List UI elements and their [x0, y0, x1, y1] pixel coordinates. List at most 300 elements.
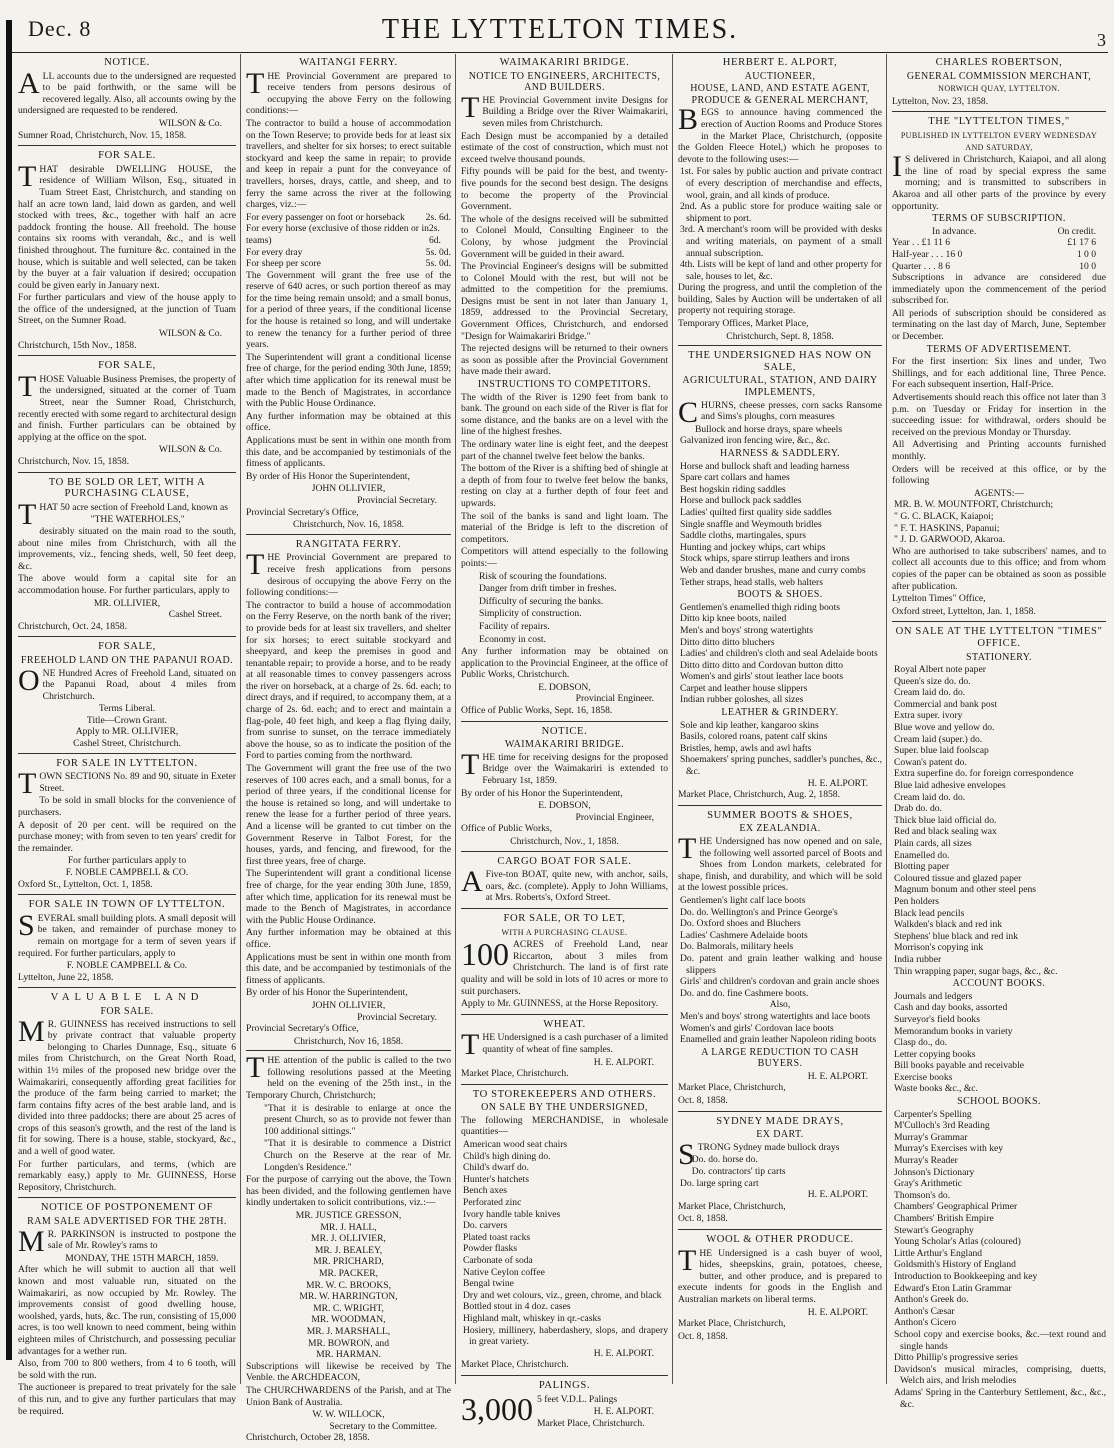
ad-body: Fifty pounds will be paid for the best, and twenty-five pounds for the second best design. The designs to become the property of the Provincial Government. [461, 166, 668, 213]
ad-body: THE attention of the public is called to the two following resolutions passed at the Meeting held on the evening of the 25th inst., in the Temporary Church, Christchurch; [246, 1051, 451, 1102]
list-item: Introduction to Bookkeeping and key [894, 1270, 1038, 1282]
list-item: Commercial and bank post [894, 698, 998, 710]
list-item: Journals and ledgers [894, 990, 973, 1002]
list-item: Gentlemen's light calf lace boots [680, 894, 806, 906]
ad-body: THAT desirable DWELLING HOUSE, the residence of William Wilson, Esq., situated in Tuam Street East, Christchurch, and standing on half an acre town land, laid down as garden, and well stocked with trees, &c., together with half an acre paddock fronting the house. All freehold. The house contains six rooms with verandah, &c., and is well finished throughout. The furniture &c. contained in the house, which is suitable and well selected, can be taken by the buyer at a fair valuation if desired; occupation could be given early in January next. [18, 159, 236, 291]
ad-body: The whole of the designs received will be submitted to Colonel Mould, Consulting Engineer to the Colony, by whose judgment the Provincial Government will be guided in their award. [461, 213, 668, 260]
ad-body: For the first insertion: Six lines and under, Two Shillings, and for each additional line, Three Pence. For each subsequent insertion, Half-Price. [892, 356, 1106, 391]
ad-body: All periods of subscription should be considered as terminating on the last day of March, June, September or December. [892, 307, 1106, 343]
terms-header-row [892, 226, 1106, 238]
list-item: Davidson's musical miracles, comprising, duetts, Welch airs, and Irish melodies [894, 1363, 1106, 1387]
list-item: Murray's Exercises with key [894, 1143, 1004, 1155]
ad-body: The soil of the banks is sand and light loam. The material of the Bridge is left to the discretion of competitors. [461, 510, 668, 545]
terms-row [892, 237, 1106, 249]
list-item: Child's high dining do. [463, 1150, 551, 1162]
ad-heading: RANGITATA FERRY. [295, 538, 402, 550]
terms-col-header: On credit. [1057, 225, 1096, 237]
list-item: Bengal twine [463, 1278, 514, 1290]
committee-name: MR. WOODMAN, [311, 1314, 386, 1326]
list-item: Little Arthur's England [894, 1247, 983, 1259]
ad-heading: HERBERT E. ALPORT, [722, 57, 838, 68]
ad-body: Each Design must be accompanied by a detailed estimate of the cost of construction, which must not exceed twelve thousand pounds. [461, 130, 668, 165]
ad-subheading: GENERAL COMMISSION MERCHANT, [906, 70, 1092, 82]
ad-signature: Lyttelton Times" Office, [892, 593, 986, 605]
list-item: Do. Balmorals, military heels [680, 941, 794, 953]
ad-body: THE Provincial Government are prepared to receive tenders from persons desirous of occupying the above Ferry on the following conditions:— [246, 66, 451, 117]
terms-cell: 10 0 [1079, 260, 1096, 272]
fee-row [246, 258, 451, 270]
committee-name: MR. C. WRIGHT, [313, 1302, 384, 1314]
ad-body: MR. GUINNESS has received instructions to sell by private contract that valuable property belonging to Charles Dunnage, Esq., situate 6 miles from Christchurch, on the Great North Road, within 1½ miles of the proposed new bridge over the Waimakariri, consequently affording great facilities for the produce of the farm being carried to market; the farm contains fifty acres of the best arable land, and is divided into three paddocks; there are about 25 acres of crops of this season's growth, and the rest of the land is fit for sowing. There is a house, stable, stockyard, &c., and a well of good water. [18, 1014, 236, 1158]
committee-name: MR. J. MARSHALL, [306, 1325, 391, 1337]
terms-cell: Half-year . . . 16 0 [892, 248, 963, 260]
ad-lyttelton-sections [18, 758, 236, 896]
ad-signature: WILSON & Co. [158, 117, 222, 129]
agent-item: MR. B. W. MOUNTFORT, Christchurch; [894, 499, 1054, 511]
ad-place: Christchurch, Nov. 15, 1858. [18, 456, 130, 467]
list-item: Ivory handle table knives [463, 1208, 561, 1220]
ad-body: ACRES of Freehold Land, near Riccarton, about 3 miles from Christchurch. The land is of first rate quality and will be sold in lots of 10 acres or more to suit purchasers. [461, 939, 668, 997]
terms-cell: Year . . £1 11 6 [892, 237, 951, 249]
ad-signature: JOHN OLLIVIER, [311, 999, 386, 1011]
ad-place: Oct. 8, 1858. [678, 1330, 728, 1342]
list-item: 3rd. A merchant's room will be provided with desks and writing materials, on payment of a small annual subscription. [680, 224, 882, 259]
ad-body: By order of His Honor the Superintendent, [246, 470, 410, 482]
ad-signature: H. E. ALPORT. [593, 1347, 654, 1359]
agent-item: " G. C. BLACK, Kaiapoi; [894, 510, 994, 522]
agent-item: " F. T. HASKINS, Papanui; [894, 522, 1000, 534]
ad-signature: MR. OLLIVIER, [93, 597, 161, 609]
fee-label: For sheep per score [246, 258, 321, 270]
list-item: Ditto ditto ditto bluchers [680, 636, 775, 648]
ad-subheading: ON SALE BY THE UNDERSIGNED, [481, 1102, 648, 1114]
ad-body: The above would form a capital site for an accommodation house. For further particulars, apply to [18, 573, 236, 596]
ad-title: Title—Crown Grant. [86, 714, 168, 726]
list-item: Waste books &c., &c. [894, 1083, 978, 1095]
list-item: Danger from drift timber in freshes. [479, 583, 617, 595]
ad-body: By order of his Honor the Superintendent, [461, 787, 623, 799]
terms-cell: £1 17 6 [1067, 237, 1096, 249]
list-item: Memorandum books in variety [894, 1025, 1013, 1037]
list-item: Bench axes [463, 1185, 507, 1197]
list-item: Bill books payable and receivable [894, 1060, 1025, 1072]
ad-signature-title: Provincial Engineer, [575, 811, 654, 823]
ad-wheat [461, 1019, 668, 1085]
fee-label: For every horse (exclusive of those ridden or in teams) [246, 223, 429, 246]
ad-signature: F. NOBLE CAMPBELL & CO. [65, 867, 189, 878]
list-item: Edward's Eton Latin Grammar [894, 1282, 1012, 1294]
ad-body: Subscriptions in advance are considered due immediately upon the commencement of the period subscribed for. [892, 272, 1106, 307]
ad-body: THE Provincial Government are prepared to receive fresh applications from persons desirous of occupying the above Ferry on the following conditions:— [246, 548, 451, 599]
list-item: Saddle cloths, martingales, spurs [680, 530, 807, 542]
ad-signature: E. DOBSON, [538, 800, 591, 812]
list-item: Single snaffle and Weymouth bridles [680, 518, 822, 530]
ad-merchandise [461, 1089, 668, 1376]
list-item: Economy in cost. [479, 633, 546, 645]
ad-sydney-drays [678, 1116, 882, 1230]
list-item: Native Ceylon coffee [463, 1266, 545, 1278]
ad-subheading: TERMS OF SUBSCRIPTION. [932, 213, 1066, 225]
ad-waitangi-ferry [246, 57, 451, 535]
ad-body: Apply to Mr. GUINNESS, at the Horse Repository. [461, 998, 659, 1010]
ad-subheading: INSTRUCTIONS TO COMPETITORS. [477, 379, 652, 391]
ad-subheading: NOTICE TO ENGINEERS, ARCHITECTS, AND BUILDERS. [468, 70, 661, 94]
list-item: Extra superfine do. for foreign correspondence [894, 768, 1074, 780]
ad-body: THE time for receiving designs for the proposed Bridge over the Waimakariri is extended to February 1st, 1859. [461, 747, 668, 787]
list-item: Drab do. do. [894, 803, 942, 815]
list-item: Ditto kip knee boots, nailed [680, 613, 787, 625]
ad-body: TOWN SECTIONS No. 89 and 90, situate in Exeter Street. [18, 767, 236, 801]
list-item: Horse and bullock shaft and leading harness [680, 460, 850, 472]
committee-name: MR. HARMAN. [316, 1349, 381, 1361]
ad-body: Any further information may be obtained on application to the Provincial Engineer, at the office of Public Works, Christchurch. [461, 646, 668, 681]
ad-body: THE Provincial Government invite Designs for Building a Bridge over the River Waimakariri, seven miles from Christchurch. [461, 90, 668, 129]
list-item: Ladies' quilted first quality side saddles [680, 506, 832, 518]
ad-place: Market Place, Christchurch, Aug. 2, 1858. [678, 789, 840, 801]
ad-body: SEVERAL small building plots. A small deposit will be taken, and remainder of purchase money to remain on mortgage for a term of seven years if required. For further particulars, apply to [18, 908, 236, 959]
ad-waterholes [18, 477, 236, 638]
list-item: M'Culloch's 3rd Reading [894, 1120, 990, 1132]
ad-subheading: TERMS OF ADVERTISEMENT. [926, 343, 1072, 355]
ad-waimakariri-bridge [461, 57, 668, 722]
ad-body: For the purpose of carrying out the above, the Town has been divided, and the following gentlemen have kindly undertaken to solicit contributions, viz.:— [246, 1174, 451, 1209]
ad-body: The ordinary water line is eight feet, and the deepest part of the channel twelve feet below the banks. [461, 439, 668, 462]
list-item: Enamelled and grain leather Napoleon riding boots [680, 1034, 877, 1046]
ad-body: MR. PARKINSON is instructed to postpone the sale of Mr. Rowley's rams to [18, 1224, 236, 1258]
ad-signature: WILSON & Co. [158, 328, 222, 340]
ad-heading: WHEAT. [543, 1018, 586, 1030]
page-edge-bar [6, 20, 12, 1360]
list-item: Ladies' and children's cloth and seal Adelaide boots [680, 648, 878, 660]
fee-row [246, 247, 451, 259]
ad-notice [18, 57, 236, 146]
ad-subheading: SCHOOL BOOKS. [957, 1096, 1041, 1108]
ad-subheading: AGRICULTURAL, STATION, AND DAIRY IMPLEMENTS, [682, 375, 878, 399]
list-item: Carpenter's Spelling [894, 1108, 972, 1120]
list-item: Cash and day books, assorted [894, 1002, 1008, 1014]
ad-resolution: "That it is desirable to commence a District Church on the Reserve at the rear of Mr. Longden's Residence." [264, 1138, 451, 1173]
list-item: Carbonate of soda [463, 1255, 533, 1266]
ad-body: For further particulars, and terms, (which are remarkably easy,) apply to Mr. GUINNESS, Horse Repository, Christchurch. [18, 1158, 236, 1193]
ad-place: Temporary Offices, Market Place, [678, 318, 809, 330]
list-item: Horse and bullock pack saddles [680, 495, 802, 507]
ad-body: For further particulars apply to [67, 855, 187, 867]
ad-body: The bottom of the River is a shifting bed of shingle at a depth of from four to twelve feet below the banks, resting on clay at a further depth of four feet and upwards. [461, 463, 668, 509]
list-item: Black lead pencils [894, 907, 965, 919]
ad-heading: SYDNEY MADE DRAYS, [716, 1115, 844, 1127]
ad-heading: FOR SALE. [98, 150, 156, 162]
agent-item: " J. D. GARWOOD, Akaroa. [894, 534, 1006, 546]
list-item: Royal Albert note paper [894, 664, 986, 676]
list-item: Stock whips, spare stirrup leathers and irons [680, 553, 850, 565]
column-rule [455, 54, 456, 1384]
ad-summer-boots [678, 810, 882, 1112]
ad-subheading: BOOTS & SHOES. [737, 589, 823, 601]
list-item: Do. patent and grain leather walking and house slippers [680, 952, 882, 976]
list-item: Basils, colored roans, patent calf skins [680, 731, 828, 743]
list-item: Child's dwarf do. [463, 1162, 529, 1174]
ad-signature: E. DOBSON, [538, 681, 591, 693]
list-item: Cream laid (super.) do. [894, 733, 983, 745]
list-item: Morrison's copying ink [894, 942, 984, 954]
ad-place: Sumner Road, Christchurch, Nov. 15, 1858. [18, 129, 187, 141]
ad-subheading: HOUSE, LAND, AND ESTATE AGENT, PRODUCE & GENERAL MERCHANT, [690, 83, 870, 106]
list-item: Facility of repairs. [479, 620, 550, 632]
list-item: Cream laid do. do. [894, 791, 966, 803]
ad-heading: THE UNDERSIGNED HAS NOW ON SALE, [688, 350, 872, 373]
ad-place: Office of Public Works, Sept. 16, 1858. [461, 705, 613, 717]
list-item: Galvanized iron fencing wire, &c., &c. [680, 435, 830, 447]
ad-place: Provincial Secretary's Office, [246, 1023, 359, 1035]
ad-place: Oxford street, Lyttelton, Jan. 1, 1858. [892, 605, 1036, 617]
list-item: Do. do. horse do. [691, 1154, 758, 1166]
ad-heading: FOR SALE, OR TO LET, [503, 912, 626, 924]
ad-body: The Superintendent will grant a conditional license free of charge, for the year ending 30th June, 1859, after which time, application for its renewal must be made to the Bench of Magistrates, in accordance with the Public House Ordinance. [246, 868, 451, 926]
committee-name: MR. W. HARRINGTON, [299, 1291, 398, 1303]
ad-signature: H. E. ALPORT. [593, 1056, 654, 1068]
ad-body: Subscriptions will likewise be received by The Venble. the ARCHDEACON, [246, 1360, 451, 1384]
ad-signature-address: Cashel Street. [168, 609, 222, 621]
list-item: 2nd. As a public store for produce waiting sale or shipment to port. [680, 201, 882, 224]
list-item: Tether straps, head stalls, web halters [680, 576, 823, 588]
ad-body: To be sold in small blocks for the convenience of purchasers. [18, 795, 236, 819]
ad-place: Provincial Secretary's Office, [246, 506, 359, 518]
list-item: Highland malt, whiskey in qr.-casks [463, 1312, 602, 1324]
list-item: Enamelled do. [894, 849, 950, 861]
list-item: Walkden's black and red ink [894, 919, 1003, 931]
ad-subheading: EX DART. [756, 1129, 804, 1141]
ad-apply-address: Cashel Street, Christchurch. [73, 738, 181, 750]
column-2 [246, 56, 451, 1444]
ad-body: The following MERCHANDISE, in wholesale quantities— [461, 1114, 668, 1138]
ad-subheading: WAIMAKARIRI BRIDGE. [504, 739, 625, 751]
ad-signature: H. E. ALPORT. [807, 777, 868, 789]
ad-wool-produce [678, 1234, 882, 1346]
ad-signature: W. W. WILLOCK, [312, 1409, 385, 1421]
column-1 [18, 56, 236, 1417]
list-item: American wood seat chairs [463, 1139, 568, 1151]
committee-name: MR. J. BEALEY, [314, 1244, 383, 1256]
list-item: Chambers' Geographical Primer [894, 1201, 1018, 1213]
ad-signature: F. NOBLE CAMPBELL & Co. [66, 960, 188, 972]
ad-heading: THE "LYTTELTON TIMES," [928, 116, 1070, 128]
ad-place: Christchurch, Oct. 24, 1858. [18, 620, 127, 632]
ad-valuable-land [18, 992, 236, 1198]
ad-body: 5 feet V.D.L. Palings [537, 1393, 618, 1405]
fee-row [246, 212, 451, 224]
list-item: Blue wove and yellow do. [894, 722, 995, 734]
list-item: Blotting paper [894, 861, 950, 873]
ad-papanui-land [18, 641, 236, 753]
ad-date: MONDAY, THE 15TH MARCH, 1859. [65, 1252, 219, 1264]
list-item: Sole and kip leather, kangaroo skins [680, 719, 819, 731]
list-item: Thick blue laid official do. [894, 814, 997, 826]
ad-body: IS delivered in Christchurch, Kaiapoi, and all along the line of road by special express the same morning; and is transmitted to subscribers in Akaroa and all other parts of the province by every opportunity. [892, 150, 1106, 212]
ad-body: THE Undersigned is a cash purchaser of a limited quantity of wheat of fine samples. [461, 1028, 668, 1062]
ad-body: THAT 50 acre section of Freehold Land, known as [18, 497, 229, 531]
ad-body: Applications must be sent in within one month from this date, and be accompanied by testimonials of the fitness of applicants. [246, 435, 451, 470]
ad-place: Market Place, Christchurch, [678, 1082, 786, 1094]
list-item: Girls' and children's cordovan and grain ancle shoes [680, 976, 880, 988]
list-item: Men's and boys' strong watertights and lace boots [680, 1010, 871, 1022]
fee-value: 5s. 0d. [425, 258, 451, 270]
list-item: Bottled stout in 4 doz. cases [463, 1301, 571, 1313]
list-item: Risk of scouring the foundations. [479, 570, 607, 582]
ad-place: Christchurch, October 28, 1858. [246, 1432, 370, 1444]
fee-label: For every passenger on foot or horseback [246, 211, 405, 223]
list-item: Goldsmith's History of England [894, 1259, 1016, 1271]
ad-body: For further particulars and view of the house apply to the office of the undersigned, at the junction of Tuam Street, on the Sumner Road. [18, 292, 236, 327]
fee-value: 5s. 0d. [425, 246, 451, 258]
ad-body: Any further information may be obtained at this office. [246, 927, 451, 950]
ad-signature-title: Provincial Engineer. [575, 693, 654, 705]
ad-heading: WOOL & OTHER PRODUCE. [706, 1234, 854, 1245]
ad-heading: ON SALE AT THE LYTTELTON "TIMES" OFFICE. [895, 626, 1103, 649]
ad-place: Oct. 8, 1858. [678, 1213, 728, 1225]
list-item: Ditto Phillip's progressive series [894, 1352, 1019, 1364]
list-item: Do. and do. fine Cashmere boots. [680, 987, 809, 999]
list-item: India rubber [894, 953, 942, 965]
list-item: Indian rubber goloshes, all sizes [680, 694, 804, 706]
list-item: Red and black sealing wax [894, 826, 997, 838]
list-item: Gray's Arithmetic [894, 1178, 963, 1190]
list-item: Do. carvers [463, 1220, 508, 1232]
ad-stationery [892, 626, 1106, 1413]
list-item: Plated toast racks [463, 1231, 531, 1243]
ad-body: ALL accounts due to the undersigned are requested to be paid forthwith, or the same will be recovered legally. Also, all accounts owing by the undersigned are requested to be rendered. [18, 66, 236, 117]
list-item: Gentlemen's enamelled thigh riding boots [680, 601, 840, 613]
list-item: Cream laid do. do. [894, 687, 966, 699]
ad-heading: NOTICE. [541, 725, 588, 737]
ad-heading: SUMMER BOOTS & SHOES, [707, 809, 853, 821]
ad-subheading: EX ZEALANDIA. [739, 823, 821, 835]
column-rule [240, 54, 241, 1384]
ad-big-number: 3,000 [461, 1390, 533, 1427]
ad-body: Any further information may be obtained at this office. [246, 410, 451, 434]
ad-subheading: AGENTS:— [973, 487, 1025, 499]
committee-name: MR. BOWRON, and [307, 1337, 389, 1349]
list-item: Hunting and jockey whips, cart whips [680, 541, 826, 553]
list-item: Stephens' blue black and red ink [894, 930, 1019, 942]
ad-body: The rejected designs will be returned to their owners as soon as possible after the Provincial Government have made their award. [461, 343, 668, 378]
ad-place: Market Place, Christchurch. [537, 1417, 645, 1429]
terms-cell: Quarter . . . 8 6 [892, 260, 951, 272]
ad-place: Oct. 8, 1858. [678, 1095, 728, 1107]
list-item: Plain cards, all sizes [894, 838, 972, 849]
list-item: Pen holders [894, 895, 940, 907]
list-item: Hunter's hatchets [463, 1173, 529, 1185]
column-4 [678, 56, 882, 1382]
list-item: Clasp do., do. [894, 1037, 948, 1049]
ad-alport-auctioneer [678, 57, 882, 346]
ad-heading: NOTICE. [104, 57, 150, 68]
ad-signature: H. E. ALPORT. [807, 1189, 868, 1201]
list-item: Thin wrapping paper, sugar bags, &c., &c. [894, 965, 1058, 977]
list-item: Do. large spring cart [680, 1177, 759, 1189]
committee-name: MR. PACKER, [318, 1267, 379, 1279]
ad-place: Lyttelton, Nov. 23, 1858. [892, 95, 989, 107]
list-item: Web and dander brushes, mane and curry combs [680, 564, 866, 576]
list-item: Hosiery, millinery, haberdashery, slops, and drapery in great variety. [463, 1324, 668, 1348]
ad-body: The contractor to build a house of accommodation on the Ferry Reserve, on the north bank of the river; to provide beds for at least six travellers, and shelter for six horses; to erect suitable stockyard and sheepyard, and keep the premises in good and tenantable repair; to provide a horse, and to be ready at all reasonable times to convey passengers across the river on horseback, at a charge of 2s. 6d. each; to direct drays, and if required, to accompany them, at a charge of 2s. 6d. each; and to erect and maintain a flag-pole, 40 feet high, and keep a flag flying daily, from sunrise to sunset, on the terrace immediately above the house, so as to indicate the position of the Ford to parties coming from the northward. [246, 599, 451, 762]
column-rule [886, 54, 887, 1384]
ad-heading: VALUABLE LAND [50, 992, 204, 1004]
terms-cell: 1 0 0 [1076, 248, 1096, 260]
list-item: Men's and boys' strong watertights [680, 624, 813, 636]
ad-subheading: STATIONERY. [966, 651, 1032, 663]
ad-body: The contractor to build a house of accommodation on the Town Reserve; to provide beds for at least six travellers, and shelter for six horses; to erect suitable stockyard and keep the same in repair; to provide and keep in repair a punt for the conveyance of travellers, horses, drays, cattle, and sheep, and to ferry the same across the river at the following charges, viz.:— [246, 117, 451, 211]
ad-implements [678, 350, 882, 806]
ad-body: THOSE Valuable Business Premises, the property of the undersigned, situated at the corner of Tuam Street, near the Sumner Road, Christchurch, recently erected with some regard to architectural design and finish. Further particulars can be obtained by applying at the office on the spot. [18, 369, 236, 443]
ad-body: CHURNS, cheese presses, corn sacks Ransome and Sims's ploughs, corn measures [678, 395, 882, 429]
list-item: Queen's size do. do. [894, 675, 971, 687]
ad-heading: CHARLES ROBERTSON, [935, 57, 1063, 68]
ad-address: NORWICH QUAY, LYTTELTON. [938, 84, 1060, 94]
ad-body: BEGS to announce having commenced the erection of Auction Rooms and Produce Stores in the Market Place, Christchurch, (opposite the Golden Fleece Hotel,) which he proposes to devote to the following uses:— [678, 103, 882, 165]
ad-ram-sale-postponement [18, 1202, 236, 1421]
list-item: Murray's Grammar [894, 1131, 968, 1143]
column-rule [672, 54, 673, 1384]
ad-place: Christchurch, Nov., 1, 1858. [510, 836, 619, 847]
list-item: Dry and wet colours, viz., green, chrome, and black [463, 1289, 662, 1301]
list-item: Adams' Spring in the Canterbury Settlement, &c., &c., &c. [894, 1386, 1106, 1410]
ad-subheading: PUBLISHED IN LYTTELTON EVERY WEDNESDAY AND SATURDAY, [900, 130, 1098, 152]
list-item: Johnson's Dictionary [894, 1166, 975, 1178]
ad-body: STRONG Sydney made bullock drays [678, 1137, 840, 1171]
ad-subheading: RAM SALE ADVERTISED FOR THE 28TH. [27, 1216, 227, 1228]
list-item: Bristles, hemp, awls and awl hafts [680, 742, 812, 754]
ad-property-name: "THE WATERHOLES," [90, 514, 185, 526]
ad-body: The auctioneer is prepared to treat privately for the sale of this run, and to give any further particulars that may be required. [18, 1382, 236, 1417]
ad-heading: TO STOREKEEPERS AND OTHERS. [472, 1088, 657, 1100]
list-item: Women's and girls' Cordovan lace boots [680, 1022, 834, 1034]
list-item: Simplicity of construction. [479, 608, 582, 620]
list-item: School copy and exercise books, &c.—text round and single hands [894, 1328, 1106, 1352]
ad-body: ONE Hundred Acres of Freehold Land, situated on the Papanui Road, about 4 miles from Christchurch. [18, 663, 236, 702]
ad-heading: FOR SALE, [98, 360, 156, 372]
ad-subheading: ACCOUNT BOOKS. [952, 978, 1046, 990]
list-item: Difficulty of securing the banks. [479, 595, 604, 607]
issue-date: Dec. 8 [28, 16, 92, 41]
ad-resolution: "That it is desirable to enlarge at once the present Church, so as to provide not fewer than 100 additional sittings." [264, 1102, 451, 1137]
ad-subheading: WITH A PURCHASING CLAUSE. [501, 927, 628, 937]
list-item: Super. blue laid foolscap [894, 745, 989, 757]
list-item: Extra super. ivory [894, 710, 963, 722]
ad-signature-title: Secretary to the Committee. [329, 1420, 437, 1432]
list-item: Women's and girls' stout leather lace boots [680, 671, 844, 683]
ad-body: AFive-ton BOAT, quite new, with anchor, sails, oars, &c. (complete). Apply to John Williams, at Mrs. Roberts's, Oxford Street. [461, 865, 668, 904]
ad-body: THE Undersigned has now opened and on sale, the following well assorted parcel of Boots and Shoes from London markets, celebrated for shape, finish, and durability, and which will be sold at the lowest possible prices. [678, 832, 882, 894]
ad-body: The Government will grant the free use of the reserve of 640 acres, or such portion thereof as may for the time being remain unsold; and a small bonus, for a period of three years, if the conditional license for the house is retained so long, and will undertake to renew the tenancy for a further period of three years. [246, 269, 451, 351]
ad-body: The Government will grant the free use of the two reserves of 100 acres each, and a small bonus, for a period of three years, if the conditional license for the house is retained so long, and will undertake to renew the lease for a further period of three years. And a license will be granted to cut timber on the Government Reserve in Talbot Forest, for the houses, yards, and fencing, and firewood, for the first three years, free of charge. [246, 763, 451, 867]
ad-church-resolutions [246, 1051, 451, 1448]
list-item: Murray's Reader [894, 1155, 958, 1167]
ad-subheading: A LARGE REDUCTION TO CASH BUYERS. [701, 1046, 859, 1070]
list-item: Carpet and leather house slippers [680, 682, 808, 694]
list-item: Thomson's do. [894, 1189, 951, 1201]
ad-lyttelton-times-terms [892, 116, 1106, 622]
ad-heading: PALINGS. [538, 1379, 591, 1391]
list-item: Ladies' Cashmere Adelaide boots [680, 929, 808, 941]
list-item: Coloured tissue and glazed paper [894, 872, 1022, 884]
ad-place: Market Place, Christchurch, [678, 1200, 786, 1212]
list-item: Spare cart collars and hames [680, 472, 790, 484]
ad-heading: FOR SALE IN LYTTELTON. [56, 757, 198, 769]
ad-body: Orders will be received at this office, or by the following [892, 463, 1106, 487]
ad-body: Competitors will attend especially to the following points:— [461, 546, 668, 569]
list-item: Bullock and horse drays, spare wheels [695, 423, 843, 435]
ad-body: Advertisements should reach this office not later than 3 p.m. on Tuesday or Friday for insertion in the succeeding issue: for withdrawal, orders should be received on the previous Monday or Thursday. [892, 392, 1106, 438]
